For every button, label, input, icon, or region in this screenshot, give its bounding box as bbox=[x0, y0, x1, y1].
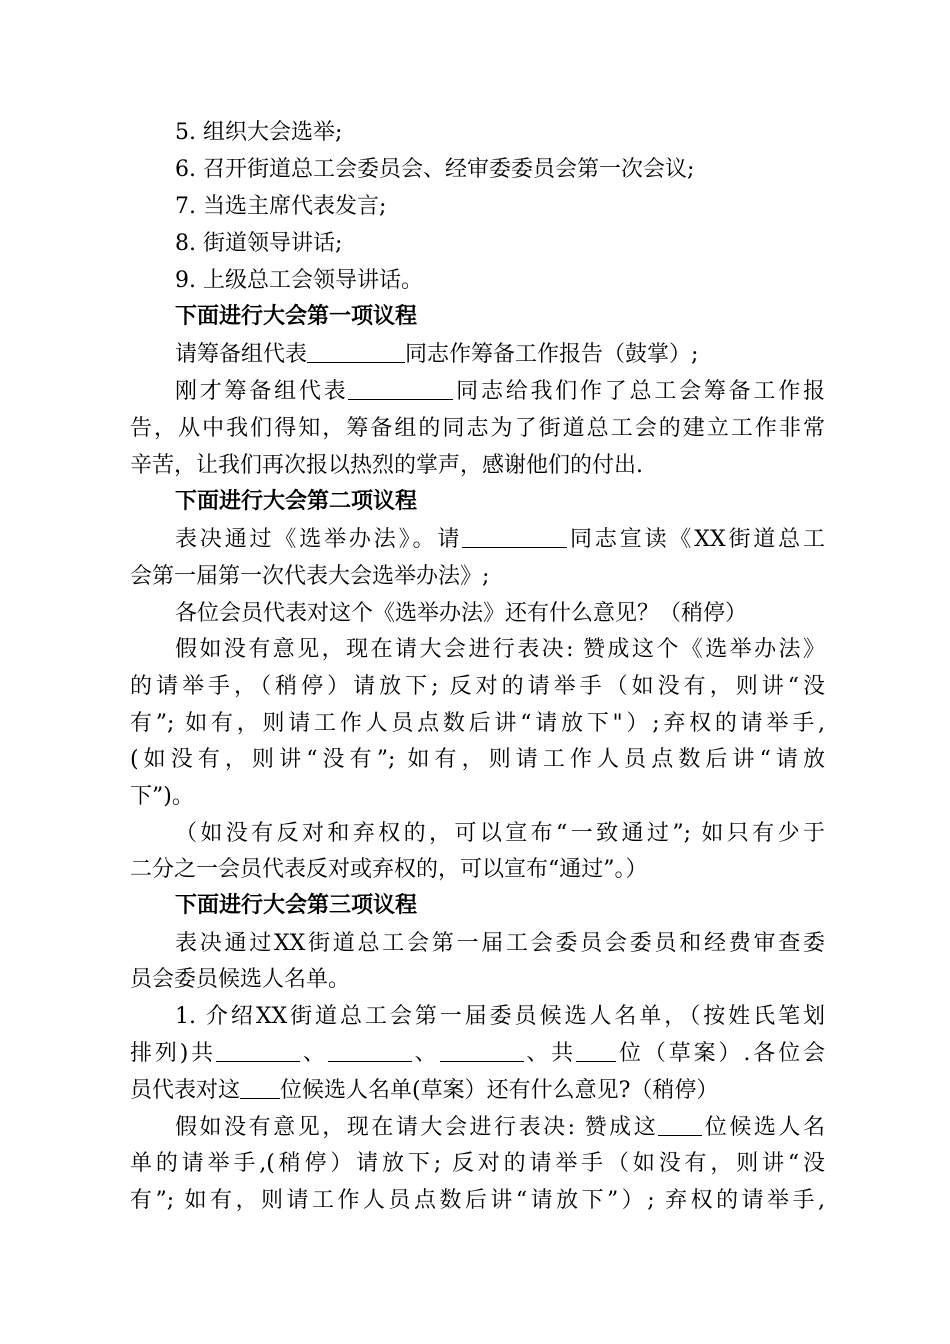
paragraph-line bbox=[175, 337, 825, 373]
text-fragment: 同志给我们作了总工会筹备工作报 bbox=[453, 379, 825, 404]
agenda-item-7: 7. 当选主席代表发言; bbox=[175, 194, 387, 219]
paragraph-line: 下”)。 bbox=[130, 784, 194, 809]
fill-blank bbox=[658, 1113, 702, 1136]
paragraph-line: 员会委员候选人名单。 bbox=[130, 967, 351, 992]
text-fragment: 排列)共 bbox=[130, 1041, 217, 1066]
paragraph-line: 告，从中我们得知，筹备组的同志为了街道总工会的建立工作非常 bbox=[130, 416, 825, 441]
agenda-item-5: 5. 组织大会选举; bbox=[175, 120, 343, 145]
paragraph-line bbox=[175, 374, 825, 410]
paragraph-line: 二分之一会员代表反对或弃权的，可以宣布“通过”。） bbox=[130, 857, 648, 882]
fill-blank bbox=[576, 1039, 616, 1062]
text-fragment: 员代表对这 bbox=[130, 1078, 241, 1103]
paragraph-line: 1. 介绍XX街道总工会第一届委员候选人名单，（按姓氏笔划 bbox=[175, 1004, 825, 1029]
paragraph-line: 会第一届第一次代表大会选举办法》; bbox=[130, 564, 490, 589]
paragraph-line: 单的请举手,(稍停）请放下; 反对的请举手（如没有，则讲“没 bbox=[130, 1151, 825, 1176]
paragraph-line: 有”; 如有，则请工作人员点数后讲“请放下”）; 弃权的请举手, bbox=[130, 1188, 825, 1213]
text-fragment: 位候选人名 bbox=[702, 1115, 825, 1140]
text-fragment: 、 bbox=[300, 1041, 328, 1066]
agenda-item-8: 8. 街道领导讲话; bbox=[175, 231, 343, 256]
fill-blank bbox=[240, 1076, 280, 1099]
fill-blank bbox=[328, 1039, 412, 1062]
section-heading-1: 下面进行大会第一项议程 bbox=[175, 303, 418, 329]
section-heading-3: 下面进行大会第三项议程 bbox=[175, 892, 418, 918]
paragraph-line bbox=[130, 1073, 825, 1109]
text-fragment: 同志作筹备工作报告（鼓掌）; bbox=[405, 342, 699, 367]
text-fragment: 、共 bbox=[523, 1041, 577, 1066]
fill-blank bbox=[216, 1039, 300, 1062]
text-fragment: 同志宣读《XX街道总工 bbox=[567, 527, 825, 552]
paragraph-line: 表决通过XX街道总工会第一届工会委员会委员和经费审查委 bbox=[175, 931, 825, 956]
agenda-item-6: 6. 召开街道总工会委员会、经审委委员会第一次会议; bbox=[175, 157, 695, 182]
text-fragment: 请筹备组代表 bbox=[175, 342, 308, 367]
text-fragment: 刚才筹备组代表 bbox=[175, 379, 349, 404]
agenda-item-9: 9. 上级总工会领导讲话。 bbox=[175, 268, 423, 293]
paragraph-line: 各位会员代表对这个《选举办法》还有什么意见？（稍停） bbox=[175, 601, 748, 626]
fill-blank bbox=[348, 377, 453, 400]
text-fragment: 位（草案）.各位会 bbox=[616, 1041, 825, 1066]
paragraph-line bbox=[175, 522, 825, 558]
fill-blank bbox=[462, 525, 567, 548]
text-fragment: 表决通过《选举办法》。请 bbox=[175, 527, 463, 552]
paragraph-line: 有”; 如有，则请工作人员点数后讲“请放下"）;弃权的请举手, bbox=[130, 711, 825, 736]
section-heading-2: 下面进行大会第二项议程 bbox=[175, 488, 418, 514]
fill-blank bbox=[307, 340, 405, 363]
paragraph-line bbox=[130, 1036, 825, 1072]
paragraph-line: 辛苦，让我们再次报以热烈的掌声，感谢他们的付出. bbox=[130, 453, 643, 478]
text-fragment: 、 bbox=[411, 1041, 440, 1066]
paragraph-line: (如没有，则讲“没有”; 如有，则请工作人员点数后讲“请放 bbox=[130, 747, 825, 772]
paragraph-line: 假如没有意见，现在请大会进行表决: 赞成这个《选举办法》 bbox=[175, 637, 825, 662]
paragraph-line: 的请举手，（稍停）请放下; 反对的请举手（如没有，则讲“没 bbox=[130, 674, 825, 699]
paragraph-line: （如没有反对和弃权的，可以宣布“一致通过”; 如只有少于 bbox=[175, 821, 825, 846]
text-fragment: 位候选人名单(草案）还有什么意见?（稍停） bbox=[280, 1078, 719, 1103]
fill-blank bbox=[440, 1039, 524, 1062]
text-fragment: 假如没有意见，现在请大会进行表决: 赞成这 bbox=[175, 1115, 659, 1140]
paragraph-line bbox=[175, 1110, 825, 1146]
